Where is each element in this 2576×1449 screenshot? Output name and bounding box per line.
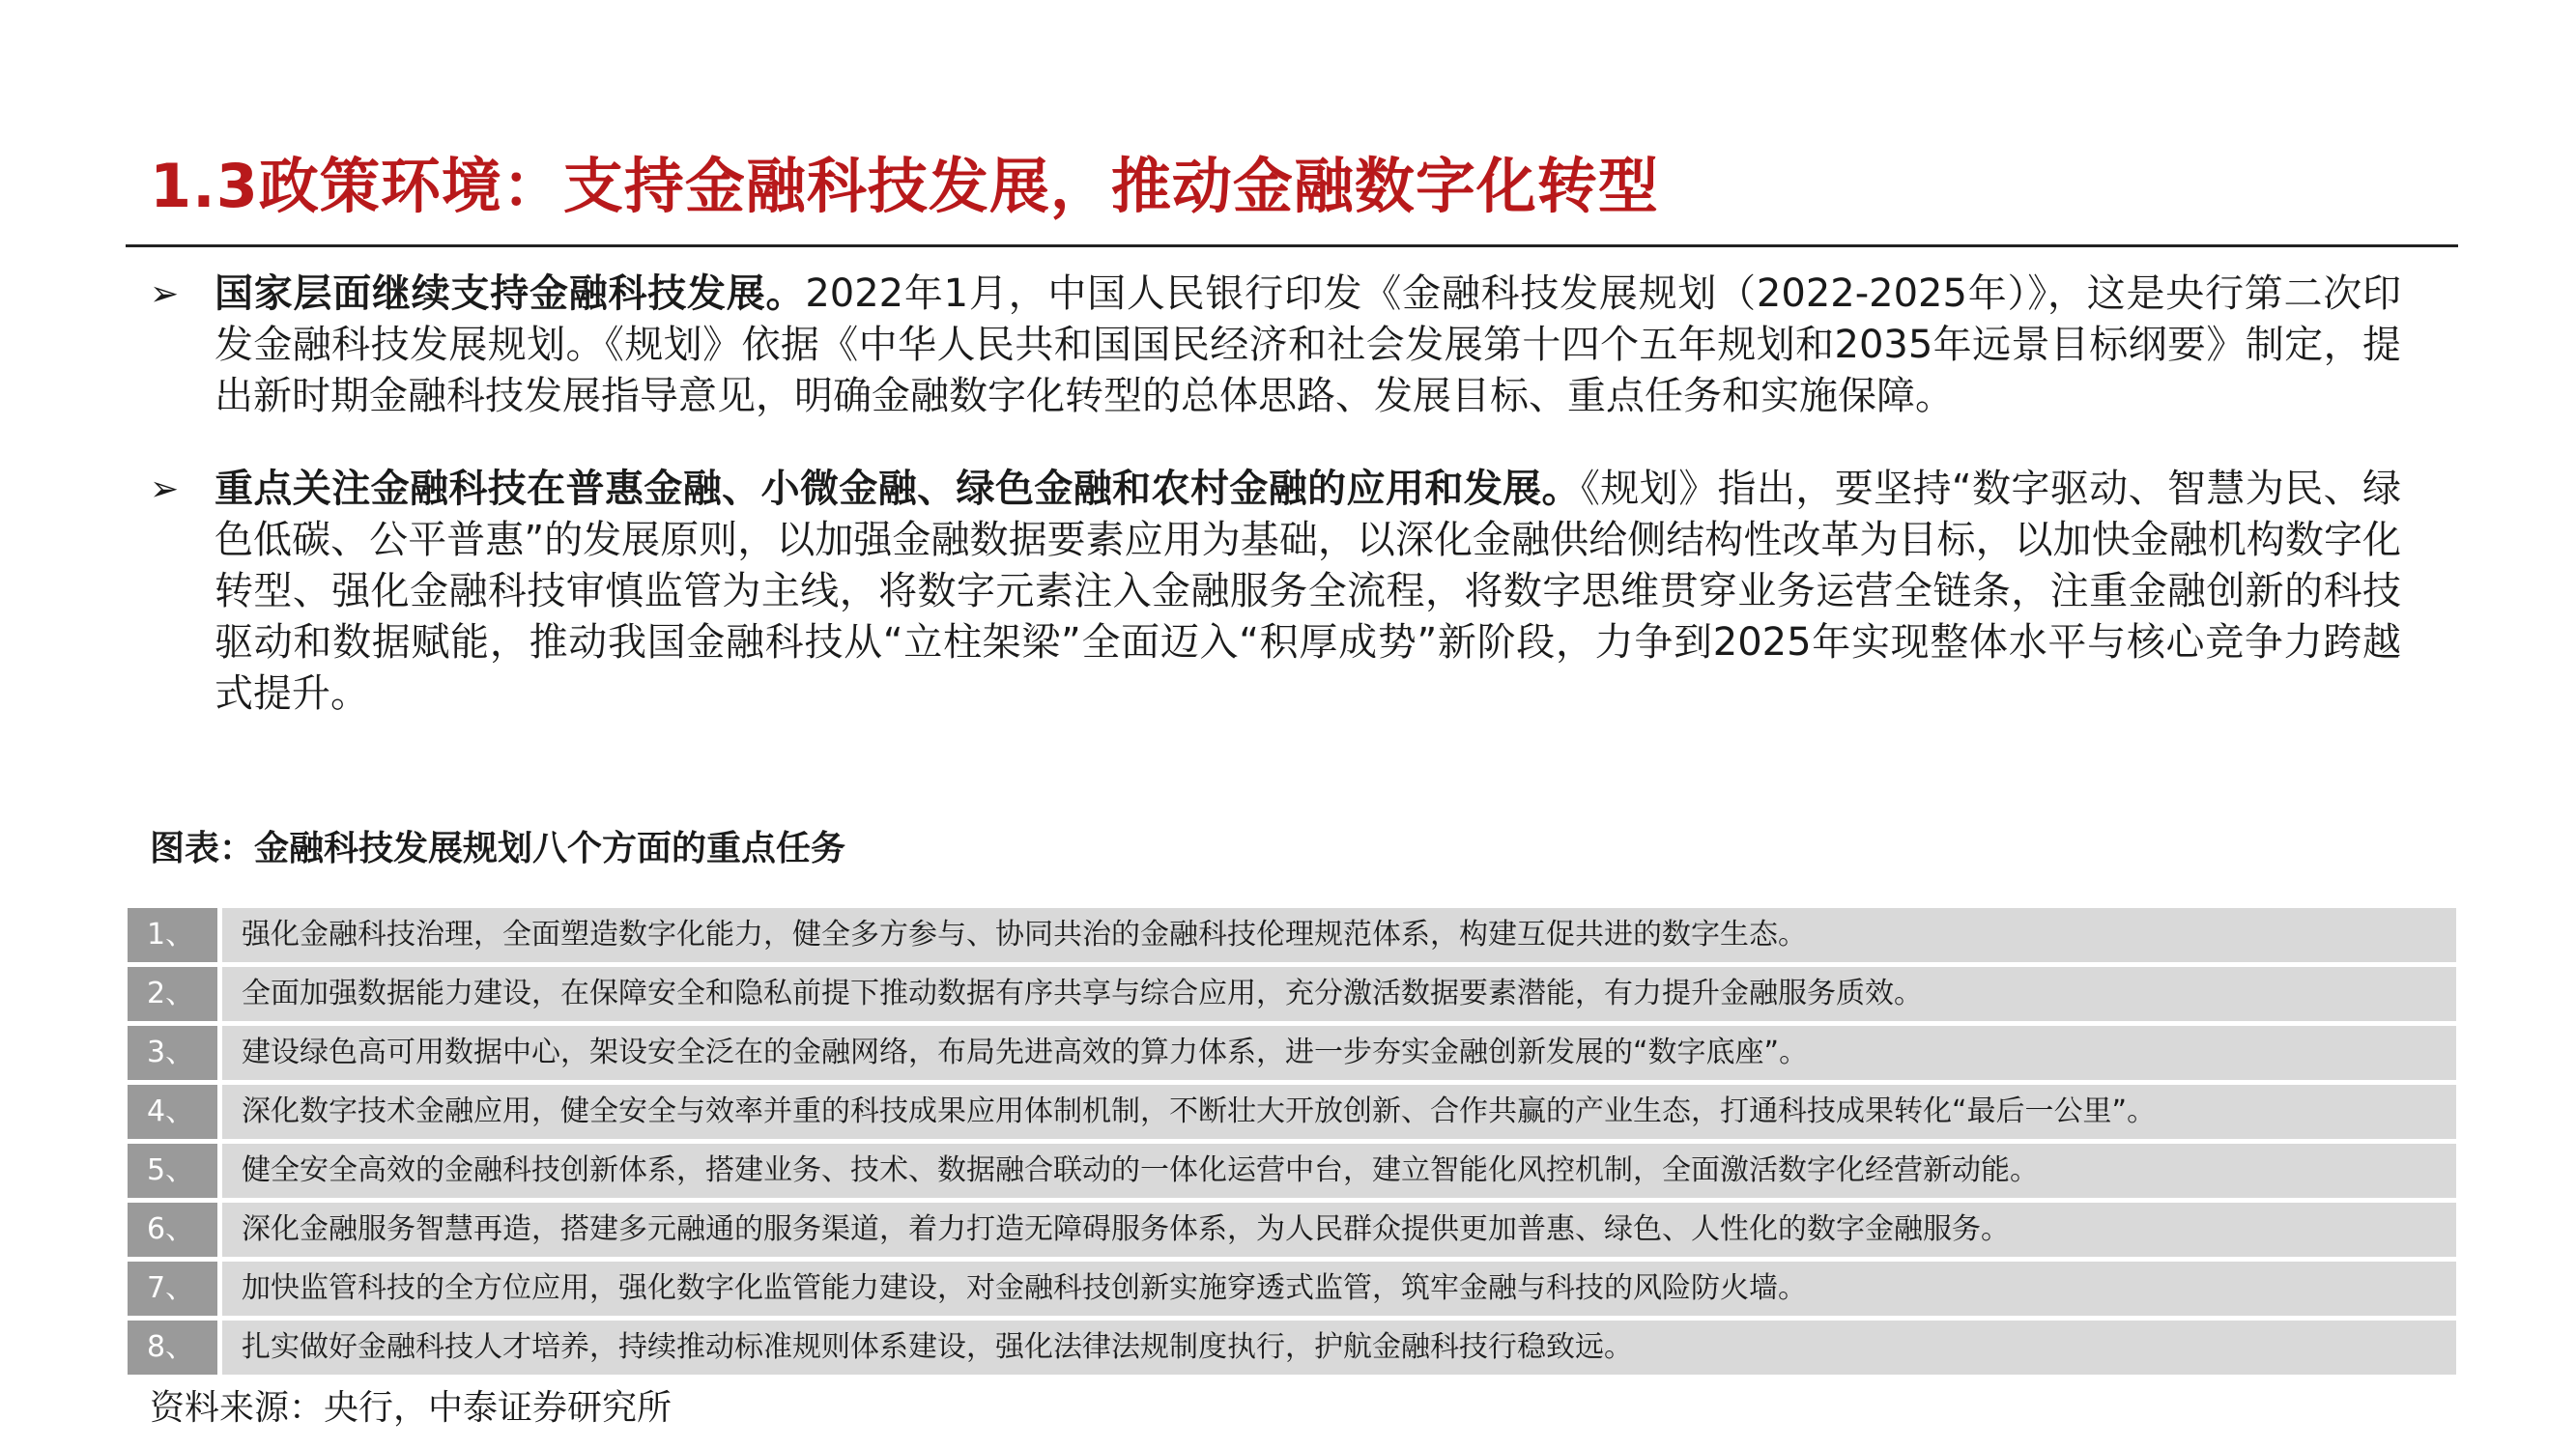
figure-caption: 图表：金融科技发展规划八个方面的重点任务	[150, 829, 846, 868]
task-text-cell: 加快监管科技的全方位应用，强化数字化监管能力建设，对金融科技创新实施穿透式监管，筑牢金融与科技的风险防火墙。	[222, 1262, 2456, 1316]
task-text-cell: 全面加强数据能力建设，在保障安全和隐私前提下推动数据有序共享与综合应用，充分激活数据要素潜能，有力提升金融服务质效。	[222, 967, 2456, 1021]
task-text-cell: 扎实做好金融科技人才培养，持续推动标准规则体系建设，强化法律法规制度执行，护航金融科技行稳致远。	[222, 1321, 2456, 1375]
task-text-cell: 健全安全高效的金融科技创新体系，搭建业务、技术、数据融合联动的一体化运营中台，建立智能化风控机制，全面激活数字化经营新动能。	[222, 1144, 2456, 1198]
task-number-cell: 2、	[128, 967, 217, 1021]
task-number-cell: 1、	[128, 908, 217, 962]
slide-title: 1.3政策环境：支持金融科技发展，推动金融数字化转型	[150, 151, 1659, 221]
task-text-cell: 深化金融服务智慧再造，搭建多元融通的服务渠道，着力打造无障碍服务体系，为人民群众提供更加普惠、绿色、人性化的数字金融服务。	[222, 1203, 2456, 1257]
task-number-cell: 7、	[128, 1262, 217, 1316]
table-row	[128, 967, 2456, 1021]
task-number-cell: 3、	[128, 1026, 217, 1080]
arrow-bullet-icon: ➢	[150, 274, 180, 314]
bullet-item	[150, 269, 2401, 422]
title-divider	[126, 244, 2458, 247]
bullet-body-text: 《规划》指出，要坚持“数字驱动、智慧为民、绿色低碳、公平普惠”的发展原则，以加强金融数据要素应用为基础，以深化金融供给侧结构性改革为目标，以加快金融机构数字化转型、强化金融科技审慎监管为主线，将数字元素注入金融服务全流程，将数字思维贯穿业务运营全链条，注重金融创新的科技驱动和数据赋能，推动我国金融科技从“立柱架梁”全面迈入“积厚成势”新阶段，力争到2025年实现整体水平与核心竞争力跨越式提升。	[215, 467, 2401, 716]
table-row	[128, 1203, 2456, 1257]
table-row	[128, 1262, 2456, 1316]
task-text-cell: 深化数字技术金融应用，健全安全与效率并重的科技成果应用体制机制，不断壮大开放创新、合作共赢的产业生态，打通科技成果转化“最后一公里”。	[222, 1085, 2456, 1139]
task-text-cell: 强化金融科技治理，全面塑造数字化能力，健全多方参与、协同共治的金融科技伦理规范体系，构建互促共进的数字生态。	[222, 908, 2456, 962]
task-number-cell: 5、	[128, 1144, 217, 1198]
bullet-body-text: 2022年1月，中国人民银行印发《金融科技发展规划（2022-2025年）》，这是央行第二次印发金融科技发展规划。《规划》依据《中华人民共和国国民经济和社会发展第十四个五年规划和2035年远景目标纲要》制定，提出新时期金融科技发展指导意见，明确金融数字化转型的总体思路、发展目标、重点任务和实施保障。	[215, 271, 2402, 418]
table-row	[128, 1144, 2456, 1198]
bullet-lead-text: 重点关注金融科技在普惠金融、小微金融、绿色金融和农村金融的应用和发展。	[215, 467, 1581, 511]
table-row	[128, 1321, 2456, 1375]
task-text-cell: 建设绿色高可用数据中心，架设安全泛在的金融网络，布局先进高效的算力体系，进一步夯实金融创新发展的“数字底座”。	[222, 1026, 2456, 1080]
task-number-cell: 6、	[128, 1203, 217, 1257]
task-number-cell: 8、	[128, 1321, 217, 1375]
task-number-cell: 4、	[128, 1085, 217, 1139]
table-row	[128, 1026, 2456, 1080]
bullet-list	[150, 269, 2401, 720]
table-row	[128, 908, 2456, 962]
arrow-bullet-icon: ➢	[150, 469, 180, 509]
table-row	[128, 1085, 2456, 1139]
source-note: 资料来源：央行，中泰证券研究所	[150, 1388, 673, 1428]
bullet-item	[150, 464, 2401, 720]
bullet-lead-text: 国家层面继续支持金融科技发展。	[215, 271, 806, 316]
key-tasks-table	[128, 908, 2456, 1379]
